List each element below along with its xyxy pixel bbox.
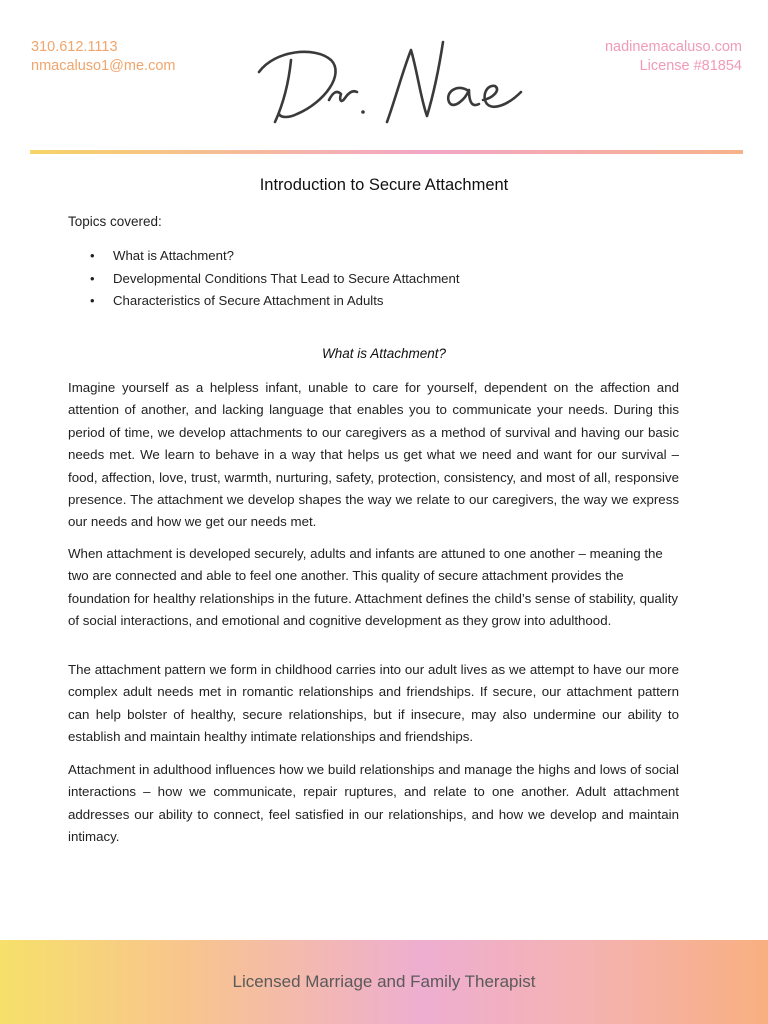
body-paragraph-1: Imagine yourself as a helpless infant, unable to care for yourself, dependent on the affection and attention of another, and lacking language that enables you to communicate your needs. During this period of time, we develop attachments to our caregivers as a method of survival and having our basic needs met. We learn to behave in a way that helps us get what we need and want for our survival – food, affection, love, trust, warmth, nurturing, safety, protection, consistency, and most of all, responsive presence. The attachment we develop shapes the way we relate to our caregivers, the way we express our needs and how we get our needs met. — [68, 380, 679, 530]
license-number: License #81854 — [639, 58, 742, 74]
body-paragraph-3: The attachment pattern we form in childhood carries into our adult lives as we attempt to have our more complex adult needs met in romantic relationships and friendships. If secure, our attachment pattern can help bolster of healthy, secure relationships, but if insecure, may also undermine our ability to establish and maintain healthy intimate relationships and friendships. — [68, 662, 679, 745]
topic-text: Developmental Conditions That Lead to Secure Attachment — [113, 270, 460, 286]
header-divider — [30, 150, 743, 154]
dr-nae-logo — [245, 30, 535, 130]
list-item — [90, 245, 460, 268]
footer-banner — [0, 940, 768, 1024]
topics-list — [90, 245, 460, 313]
phone-number: 310.612.1113 — [31, 39, 118, 55]
topic-text: What is Attachment? — [113, 248, 234, 263]
bullet-icon: • — [90, 248, 95, 263]
bullet-icon: • — [90, 293, 95, 308]
contact-info-left — [31, 38, 175, 76]
document-title: Introduction to Secure Attachment — [259, 176, 509, 194]
topic-text: Characteristics of Secure Attachment in Adults — [113, 293, 384, 308]
email-address: nmacaluso1@me.com — [31, 58, 176, 74]
list-item — [90, 268, 460, 291]
footer-tagline: Licensed Marriage and Family Therapist — [232, 972, 536, 991]
contact-info-right — [605, 38, 742, 76]
body-paragraph-2: When attachment is developed securely, adults and infants are attuned to one another – meaning the two are connected and able to feel one another. This quality of secure attachment provides the foundation for healthy relationships in the future. Attachment defines the child’s sense of stability, quality of social interactions, and emotional and cognitive development as they grow into adulthood. — [68, 546, 679, 629]
website-link[interactable]: nadinemacaluso.com — [604, 39, 742, 55]
bullet-icon: • — [90, 270, 95, 286]
body-paragraph-4: Attachment in adulthood influences how we build relationships and manage the highs and lows of social interactions – how we communicate, repair ruptures, and relate to one another. Adult attachment addresses our ability to connect, feel satisfied in our relationships, and how we develop and maintain intimacy. — [68, 762, 679, 845]
signature-logo-graphic — [245, 30, 535, 130]
list-item — [90, 290, 460, 313]
section-heading: What is Attachment? — [321, 346, 447, 361]
topics-label: Topics covered: — [68, 214, 162, 229]
